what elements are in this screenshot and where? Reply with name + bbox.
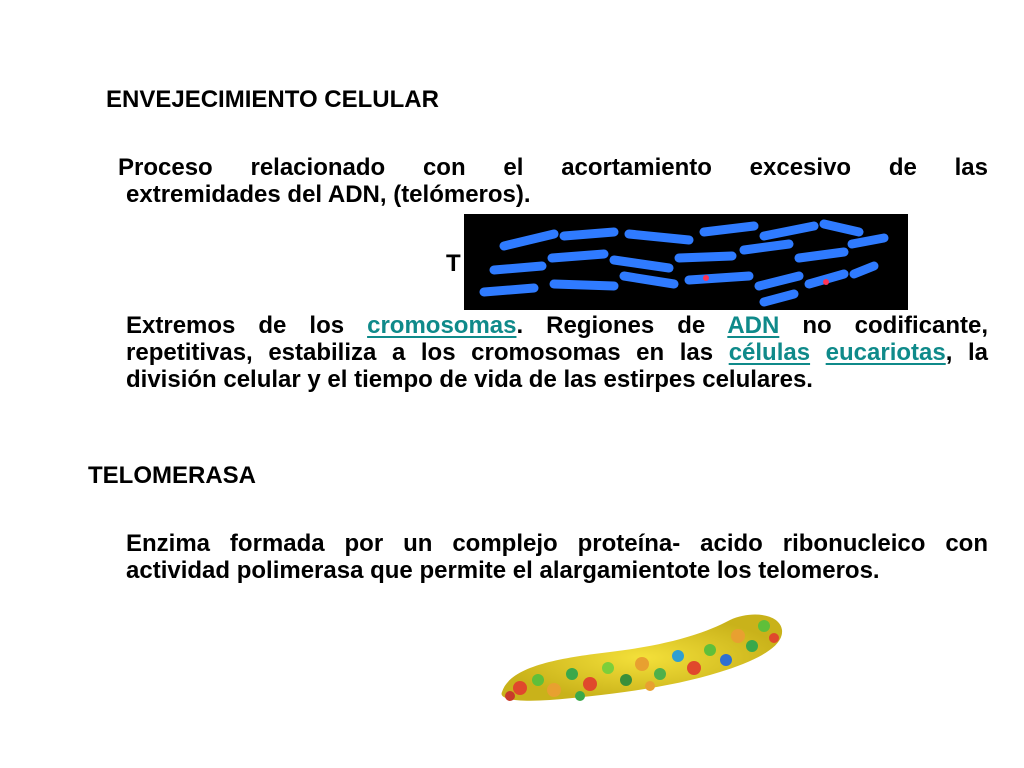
link-eucariotas[interactable]: eucariotas [825, 339, 946, 366]
slide-title: ENVEJECIMIENTO CELULAR [106, 86, 439, 113]
intro-line-1: Proceso relacionado con el acortamiento excesivo de las [118, 154, 988, 181]
telomero-paragraph [126, 312, 988, 393]
intro-line-2: extremidades del ADN, (telómeros). [126, 181, 531, 208]
chromosomes-image [464, 214, 908, 310]
text-span: Extremos de los [126, 312, 368, 339]
telomerase-protein-image [490, 596, 790, 706]
link-celulas[interactable]: células [728, 339, 811, 366]
telomero-heading: T [446, 250, 461, 277]
telomerasa-heading: TELOMERASA [88, 462, 256, 489]
text-span: , la división celular y el tiempo de vida de las estirpes celulares. [126, 339, 989, 393]
protein-structure-illustration [490, 596, 790, 706]
chromosomes-illustration [464, 214, 908, 310]
link-adn[interactable]: ADN [727, 312, 780, 339]
link-cromosomas[interactable]: cromosomas [367, 312, 517, 339]
text-span [810, 339, 826, 366]
telomerasa-paragraph: Enzima formada por un complejo proteína- acido ribonucleico con actividad polimerasa que permite el alargamientote los telomeros. [126, 530, 988, 584]
text-span: no codificante, repetitivas, estabiliza a los cromosomas en las [126, 312, 989, 366]
text-span: . Regiones de [516, 312, 728, 339]
